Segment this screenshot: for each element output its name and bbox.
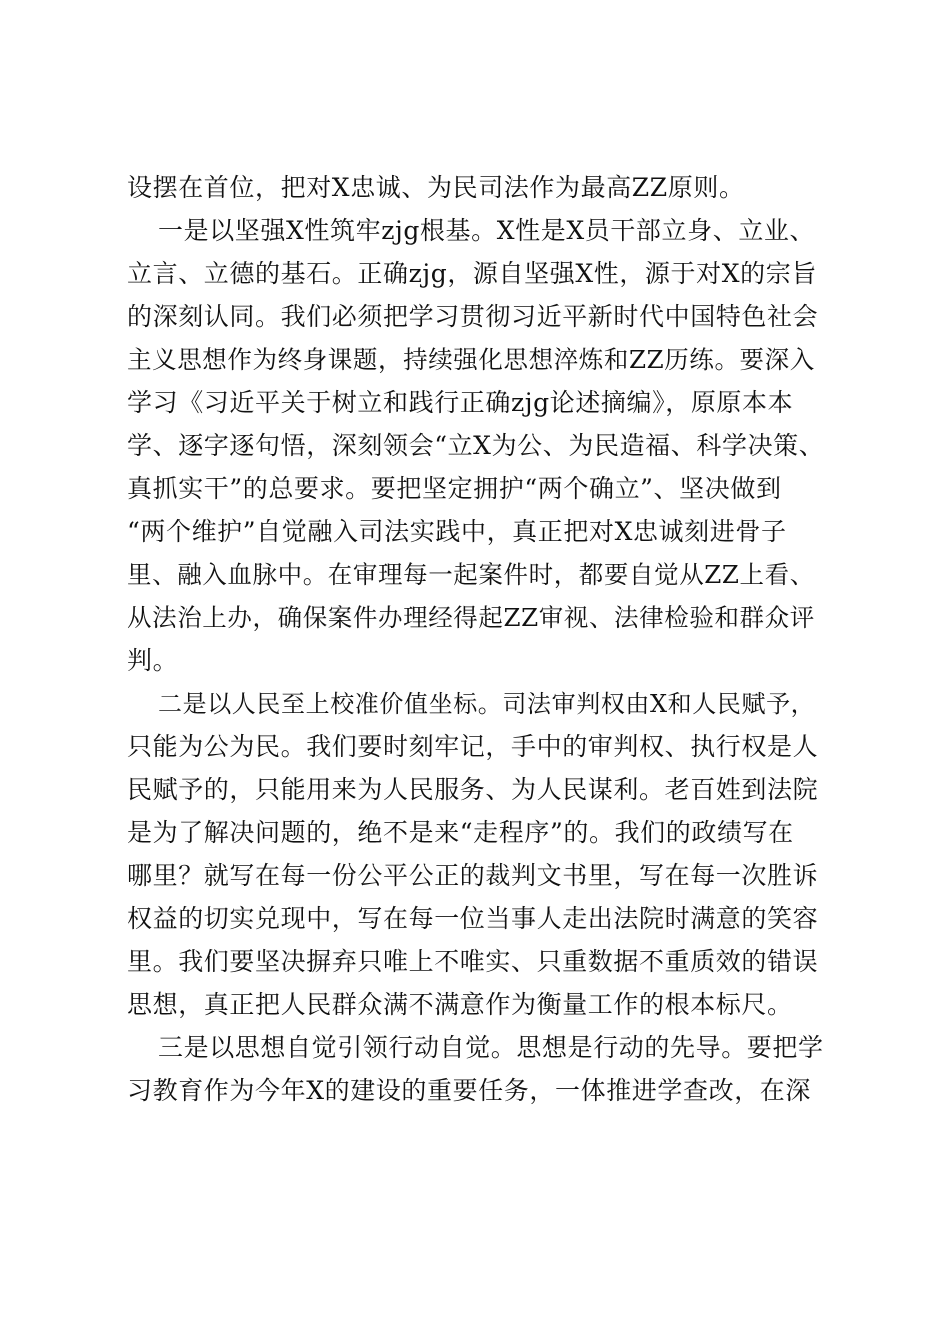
text-line-11: 从法治上办，确保案件办理经得起ZZ审视、法律检验和群众评 xyxy=(127,603,815,632)
text-line-22: 习教育作为今年X的建设的重要任务，一体推进学查改，在深 xyxy=(127,1076,811,1105)
text-line-6: 学习《习近平关于树立和践行正确zjg论述摘编》，原原本本 xyxy=(127,388,794,417)
text-line-16: 是为了解决问题的，绝不是来“走程序”的。我们的政绩写在 xyxy=(127,818,794,847)
text-line-8: 真抓实干”的总要求。要把坚定拥护“两个确立”、坚决做到 xyxy=(127,474,782,503)
text-line-19: 里。我们要坚决摒弃只唯上不唯实、只重数据不重质效的错误 xyxy=(127,947,819,976)
text-line-1: 设摆在首位，把对X忠诚、为民司法作为最高ZZ原则。 xyxy=(127,173,745,202)
text-line-13: 二是以人民至上校准价值坐标。司法审判权由X和人民赋予， xyxy=(158,690,816,718)
text-line-18: 权益的切实兑现中，写在每一位当事人走出法院时满意的笑容 xyxy=(127,904,819,933)
text-line-14: 只能为公为民。我们要时刻牢记，手中的审判权、执行权是人 xyxy=(127,732,819,761)
text-line-12: 判。 xyxy=(127,646,179,675)
text-line-15: 民赋予的，只能用来为人民服务、为人民谋利。老百姓到法院 xyxy=(127,775,819,804)
text-line-3: 立言、立德的基石。正确zjg，源自坚强X性，源于对X的宗旨 xyxy=(127,259,817,288)
text-line-17: 哪里？就写在每一份公平公正的裁判文书里，写在每一次胜诉 xyxy=(127,861,819,890)
text-line-21: 三是以思想自觉引领行动自觉。思想是行动的先导。要把学 xyxy=(158,1033,824,1062)
text-line-20: 思想，真正把人民群众满不满意作为衡量工作的根本标尺。 xyxy=(127,990,793,1019)
text-line-9: “两个维护”自觉融入司法实践中，真正把对X忠诚刻进骨子 xyxy=(127,517,787,546)
text-line-5: 主义思想作为终身课题，持续强化思想淬炼和ZZ历练。要深入 xyxy=(127,345,815,374)
text-line-10: 里、融入血脉中。在审理每一起案件时，都要自觉从ZZ上看、 xyxy=(127,560,815,589)
text-line-2: 一是以坚强X性筑牢zjg根基。X性是X员干部立身、立业、 xyxy=(158,216,816,245)
text-line-4: 的深刻认同。我们必须把学习贯彻习近平新时代中国特色社会 xyxy=(127,302,819,331)
text-line-7: 学、逐字逐句悟，深刻领会“立X为公、为民造福、科学决策、 xyxy=(127,431,825,460)
